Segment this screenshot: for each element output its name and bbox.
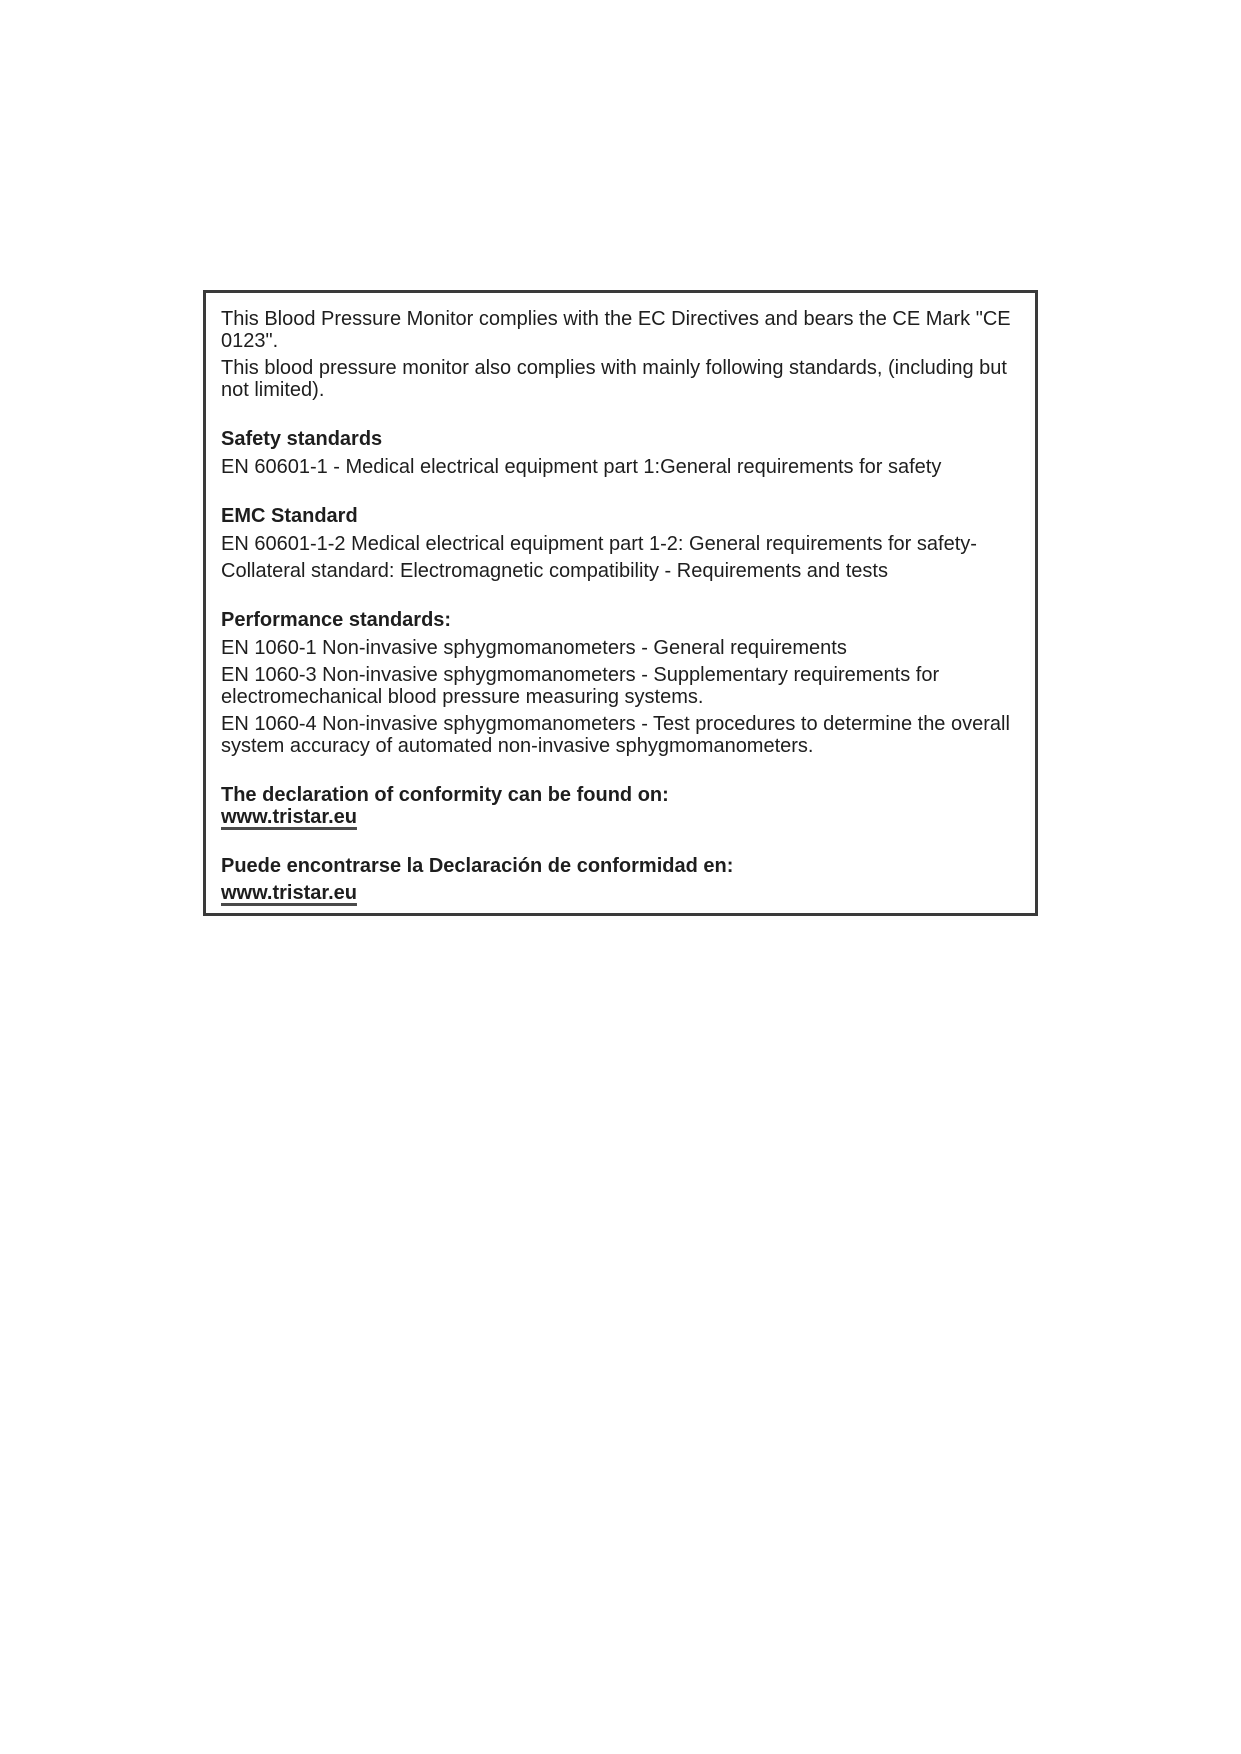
tristar-link-es[interactable]: www.tristar.eu xyxy=(221,882,357,904)
performance-item: EN 1060-4 Non-invasive sphygmomanometers - Test procedures to determine the overall system accuracy of automated non-invasive sphygmomanometers. xyxy=(221,713,1010,757)
emc-heading: EMC Standard xyxy=(221,505,358,527)
emc-item: Collateral standard: Electromagnetic compatibility - Requirements and tests xyxy=(221,560,888,582)
emc-item: EN 60601-1-2 Medical electrical equipment part 1-2: General requirements for safety- xyxy=(221,533,977,555)
performance-item: EN 1060-3 Non-invasive sphygmomanometers - Supplementary requirements for electromechanical blood pressure measuring systems. xyxy=(221,664,940,708)
declaration-heading-en: The declaration of conformity can be found on: xyxy=(221,784,669,806)
performance-item: EN 1060-1 Non-invasive sphygmomanometers - General requirements xyxy=(221,637,847,659)
compliance-box xyxy=(203,290,1038,916)
safety-heading: Safety standards xyxy=(221,428,383,450)
safety-item: EN 60601-1 - Medical electrical equipment part 1:General requirements for safety xyxy=(221,456,942,478)
declaration-heading-es: Puede encontrarse la Declaración de conformidad en: xyxy=(221,855,734,877)
intro-standards-statement: This blood pressure monitor also complies with mainly following standards, (including but not limited). xyxy=(221,357,1007,401)
tristar-link-en[interactable]: www.tristar.eu xyxy=(221,806,357,828)
intro-ce-statement: This Blood Pressure Monitor complies with the EC Directives and bears the CE Mark "CE 0123". xyxy=(221,308,1011,352)
performance-heading: Performance standards: xyxy=(221,609,452,631)
